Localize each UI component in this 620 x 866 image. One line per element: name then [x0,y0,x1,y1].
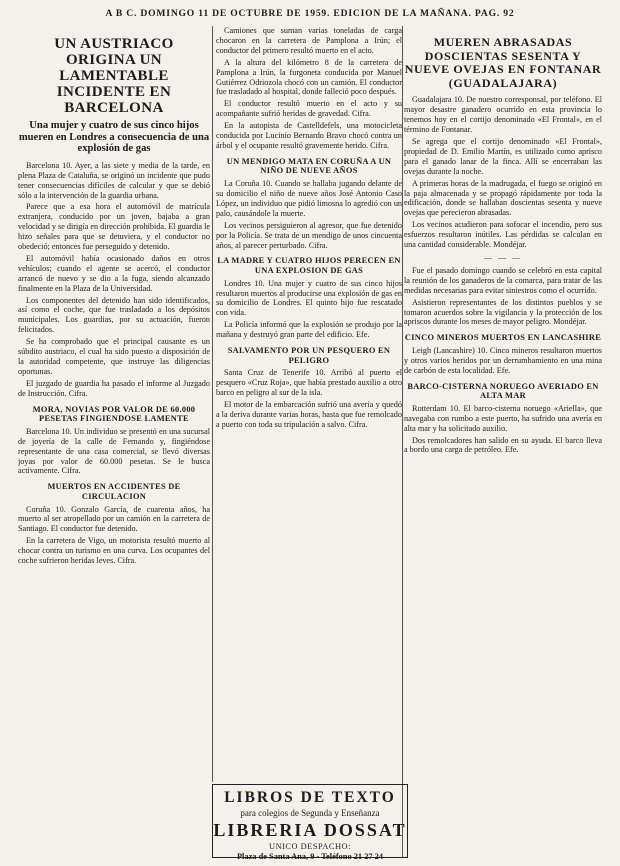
ad-title: LIBROS DE TEXTO [224,789,396,806]
paragraph: La Policía informó que la explosión se produjo por la mañana y destruyó gran parte del edificio. Efe. [216,320,402,340]
section-heading-salvamento: SALVAMENTO POR UN PESQUERO EN PELIGRO [227,346,391,365]
paragraph: En la autopista de Castelldefels, una motocicleta conducida por Lucinio Bernardo Bravo chocó contra un árbol y el ocupante resultó gravemente herido. Cifra. [216,121,402,150]
column-rule-2 [402,26,403,858]
paragraph: A primeras horas de la madrugada, el fuego se originó en la paja almacenada y se propagó rápidamente por toda la edificación, donde se hallaban doscientas sesenta y nueve ovejas que perecieron abrasadas. [404,178,602,218]
subhead-londres: Una mujer y cuatro de sus cinco hijos mueren en Londres a consecuencia de una explosión de gas [18,120,210,155]
ad-address: Plaza de Santa Ana, 9 - Teléfono 21 27 24 [236,852,384,861]
paragraph: Barcelona 10. Un individuo se presentó en una sucursal de joyería de la calle de Fernando y, fingiéndose representante de una casa comercial, se llevó diversas joyas por valor de 60.000 pesetas. Se le busca activamente. Cifra. [18,426,210,476]
ad-subtitle: para colegios de Segunda y Enseñanza [240,808,380,818]
section-heading-accidentes: MUERTOS EN ACCIDENTES DE CIRCULACION [47,482,181,501]
section-heading-explosion: LA MADRE Y CUATRO HIJOS PERECEN EN UNA EXPLOSION DE GAS [217,256,401,275]
paragraph: En la carretera de Vigo, un motorista resultó muerto al chocar contra un turismo en una curva. Los ocupantes del coche sufrieron heridas leves. Cifra. [18,536,210,566]
advertisement-libreria [212,784,408,861]
paragraph: Los componentes del detenido han sido identificados, así como el coche, que fue trasladado a los depósitos municipales. Los guardias, por su actuación, fueron felicitados. [18,295,210,335]
column-1 [18,26,210,858]
section-heading-mendigo: UN MENDIGO MATA EN CORUÑA A UN NIÑO DE NUEVE AÑOS [226,156,392,176]
paragraph: Fue el pasado domingo cuando se celebró en esta capital la reunión de los ganaderos de la comarca, para tratar de las medidas necesarias para evitar siniestros como el ocurrido. [404,265,602,295]
headline-ovejas: MUEREN ABRASADAS DOSCIENTAS SESENTA Y NUEVE OVEJAS EN FONTANAR (GUADALAJARA) [404,35,602,90]
paragraph: El conductor resultó muerto en el acto y su acompañante sufrió heridas de gravedad. Cifra. [216,99,402,119]
paragraph: Barcelona 10. Ayer, a las siete y media de la tarde, en plena Plaza de Cataluña, se originó un incidente que pudo tener consecuencias difíciles de calcular y que se debió sólo a la intervención de la guardia urbana. [18,160,210,200]
paragraph: Se ha comprobado que el principal causante es un súbdito austriaco, el cual ha sido puesto a disposición de la autoridad competente, que instruye las diligencias oportunas. [18,337,210,376]
masthead: A B C. DOMINGO 11 DE OCTUBRE DE 1959. EDICION DE LA MAÑANA. PAG. 92 [105,8,515,19]
ad-despacho: UNICO DESPACHO: [269,842,351,851]
paragraph: Parece que a esa hora el automóvil de matrícula extranjera, conducido por un joven, bajaba a gran velocidad y se dirigía en dirección prohibida. El guardia le hizo señales para que se detuviera, y el conductor no obedeció; entonces fue perseguido y detenido. [18,202,210,252]
column-2 [216,26,402,596]
section-heading-joyas: MORA, NOVIAS POR VALOR DE 60.000 PESETAS FINGIENDOSE LAMENTE [32,404,196,424]
column-rule-1 [212,26,213,782]
paragraph: Asistieron representantes de los distintos pueblos y se tomaron acuerdos sobre la vigilancia y la protección de los apriscos durante los meses de mayor peligro. Mondéjar. [404,297,602,327]
paragraph: A la altura del kilómetro 8 de la carretera de Pamplona a Irún, la furgoneta conducida por Manuel Gutiérrez Odriozola chocó con un camión. El conductor fue trasladado al hospital, donde falleció poco después. [216,57,402,97]
paragraph: El motor de la embarcación sufrió una avería y quedó a la deriva durante varias horas, hasta que fue remolcado a puerto con toda su tripulación a salvo. Cifra. [216,399,402,429]
paragraph: Dos remolcadores han salido en su ayuda. El barco lleva a bordo una carga de petróleo. Efe. [404,435,602,455]
section-heading-mineros: CINCO MINEROS MUERTOS EN LANCASHIRE [404,333,602,343]
paragraph: El juzgado de guardia ha pasado el informe al Juzgado de Instrucción. Cifra. [18,378,210,398]
paragraph: Guadalajara 10. De nuestro corresponsal, por teléfono. El mayor desastre ganadero ocurrido en esta provincia lo tenemos hoy en el cortijo denominado «El Frontal», en el término de Fontanar. [404,95,602,135]
paragraph: Londres 10. Una mujer y cuatro de sus cinco hijos resultaron muertos al producirse una explosión de gas en su domicilio de Londres. El quinto hijo fue rescatado con vida. [216,278,402,318]
paragraph: Rotterdam 10. El barco-cisterna noruego «Ariella», que navegaba con rumbo a este puerto, ha sufrido una avería en alta mar y ha solicitado auxilio. [404,403,602,433]
paragraph: Santa Cruz de Tenerife 10. Arribó al puerto el pesquero «Cruz Roja», que había prestado auxilio a otro barco en peligro al sur de la isla. [216,368,402,398]
paragraph: El automóvil había ocasionado daños en otros vehículos; cuando el agente se acercó, el conductor arrancó de nuevo y se dio a la fuga, siendo alcanzado finalmente en la Plaza de la Universidad. [18,253,210,293]
paragraph: Camiones que suman varias toneladas de carga chocaron en la carretera de Pamplona a Irún; el conductor del primero resultó muerto en el acto. [216,26,402,55]
paragraph: La Coruña 10. Cuando se hallaba jugando delante de su domicilio el niño de nueve años José Antonio Caso López, un individuo que pidió limosna lo agredió con un palo, causándole la muerte. [216,179,402,218]
headline-austriaco: UN AUSTRIACO ORIGINA UN LAMENTABLE INCIDENTE EN BARCELONA [54,36,174,116]
paragraph: Leigh (Lancashire) 10. Cinco mineros resultaron muertos y otros varios heridos por un derrumbamiento en una mina de carbón de esta localidad. Efe. [404,345,602,375]
paragraph: Los vecinos persiguieron al agresor, que fue detenido por la Policía. Se trata de un mendigo de unos cincuenta años, al parecer perturbado. Cifra. [216,220,402,250]
ad-brand: LIBRERIA DOSSAT [213,820,407,840]
separator: — — — [484,252,522,262]
column-3 [404,26,602,858]
section-heading-barco: BARCO-CISTERNA NORUEGO AVERIADO EN ALTA MAR [407,381,599,401]
paragraph: Coruña 10. Gonzalo García, de cuarenta años, ha muerto al ser atropellado por un camión en la carretera de Santiago. El conductor fue detenido. [18,504,210,534]
paragraph: Los vecinos acudieron para sofocar el incendio, pero sus esfuerzos resultaron inútiles. Las pérdidas se calculan en una cantidad considerable. Mondéjar. [404,220,602,250]
paragraph: Se agrega que el cortijo denominado «El Frontal», propiedad de D. Emilio Martín, es utilizado como aprisco para el ganado lanar de la finca. Allí se encerraban las ovejas durante la noche. [404,137,602,176]
